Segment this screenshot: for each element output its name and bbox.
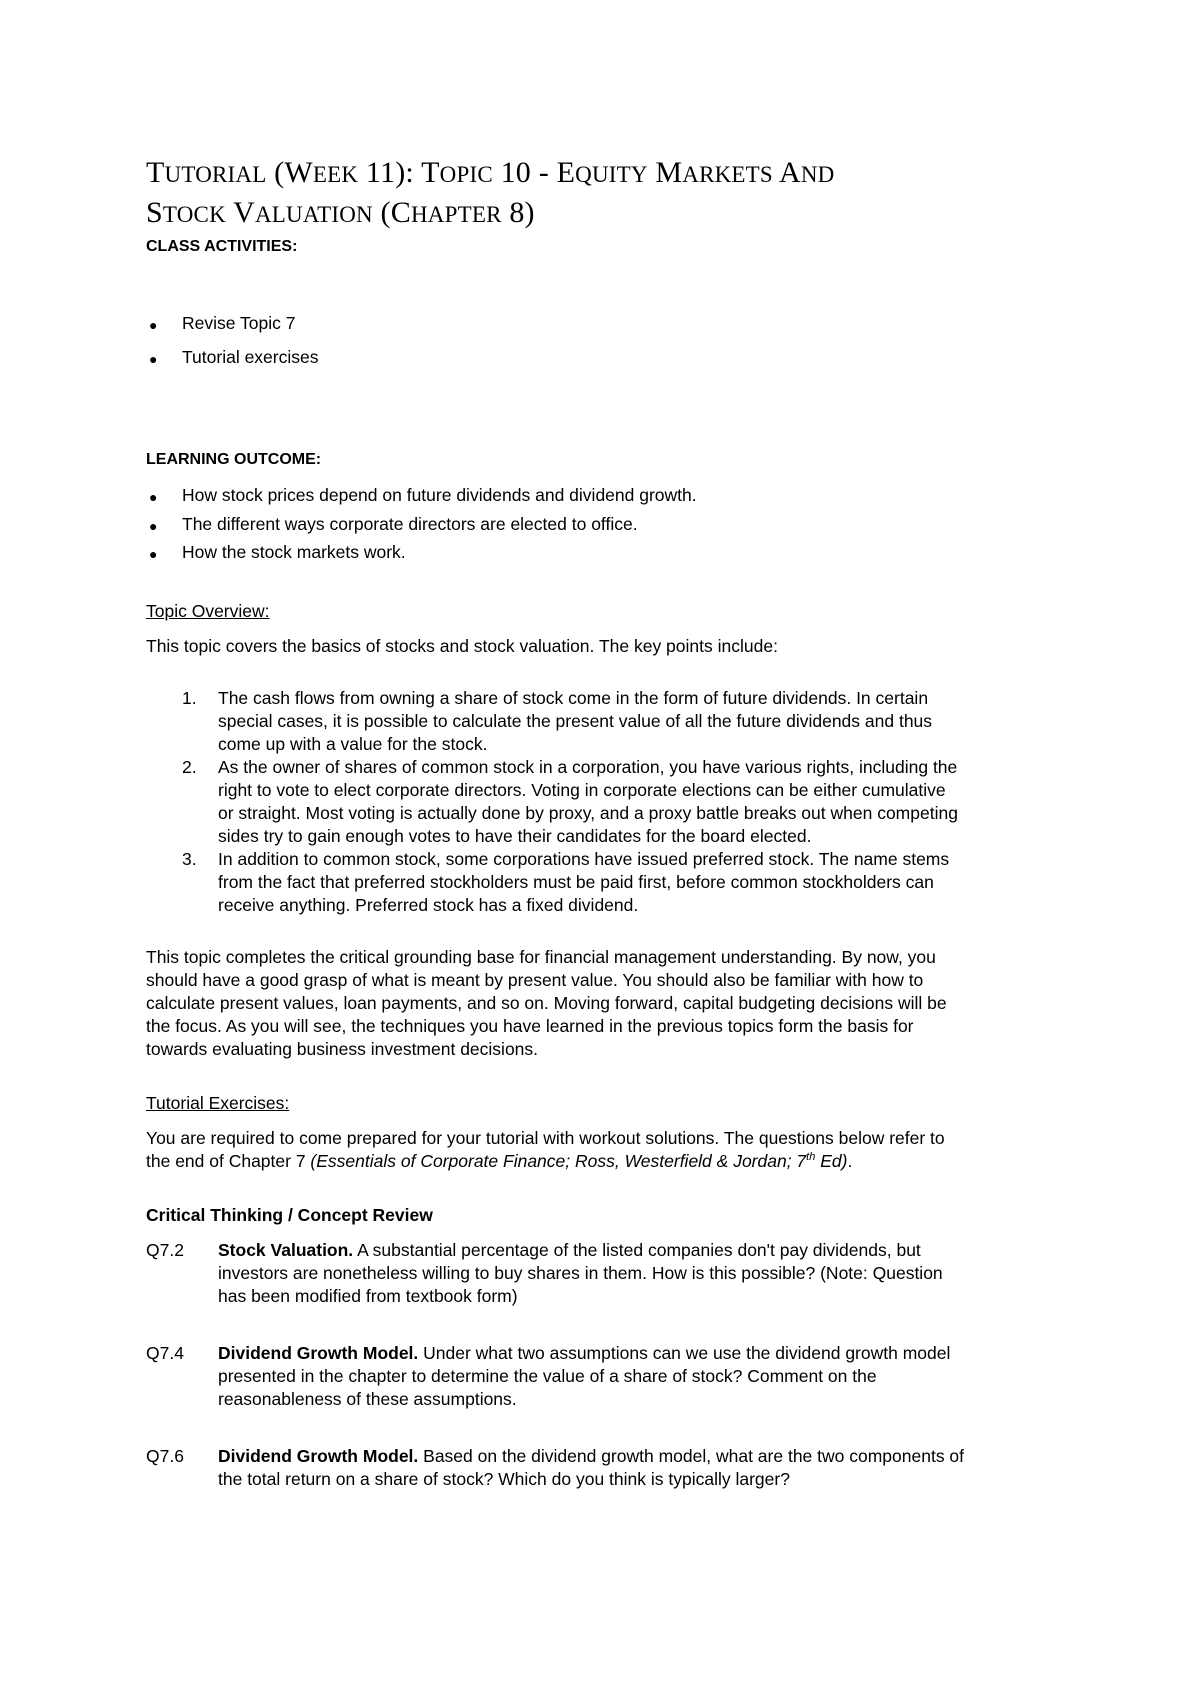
question-line [218,1240,921,1261]
point-number: 3. [182,849,197,869]
tutorial-exercises-line: You are required to come prepared for your tutorial with workout solutions. The questions below refer to [146,1128,945,1148]
point-line: As the owner of shares of common stock in a corporation, you have various rights, including the [218,757,958,777]
question-title: Dividend Growth Model. [218,1343,419,1363]
question-line: presented in the chapter to determine the value of a share of stock? Comment on the [218,1366,877,1386]
question-title: Stock Valuation. [218,1240,354,1260]
point-line: sides try to gain enough votes to have their candidates for the board elected. [218,826,812,846]
question-text: Under what two assumptions can we use the dividend growth model [418,1343,951,1363]
reference-suffix: Ed) [815,1151,848,1171]
question-title: Dividend Growth Model. [218,1446,419,1466]
point-line: special cases, it is possible to calculate the present value of all the future dividends and thus [218,711,933,731]
document-title-line-1 [146,156,834,190]
topic-overview-intro: This topic covers the basics of stocks and stock valuation. The key points include: [146,636,778,656]
closing-paragraph-line: calculate present values, loan payments, and so on. Moving forward, capital budgeting decisions will be [146,993,947,1013]
bullet-icon: ● [149,489,158,505]
question-line [218,1343,950,1364]
question-text: Based on the dividend growth model, what are the two components of [418,1446,965,1466]
closing-paragraph-line: This topic completes the critical grounding base for financial management understanding. By now, you [146,947,936,967]
learning-outcome-item: How stock prices depend on future dividends and dividend growth. [182,485,697,505]
title-line-2-text: STOCK VALUATION (CHAPTER 8) [146,196,535,229]
class-activity-item: Tutorial exercises [182,347,319,367]
document-title-line-2 [146,196,535,230]
tutorial-exercises-heading: Tutorial Exercises: [146,1093,290,1113]
point-line: right to vote to elect corporate directors. Voting in corporate elections can be either cumulative [218,780,946,800]
class-activity-item: Revise Topic 7 [182,313,296,333]
point-number: 2. [182,757,197,777]
question-id: Q7.4 [146,1343,184,1363]
bullet-icon: ● [149,317,158,333]
point-line: come up with a value for the stock. [218,734,488,754]
reference-text: (Essentials of Corporate Finance; Ross, Westerfield & Jordan; 7 [310,1151,807,1171]
topic-overview-heading: Topic Overview: [146,601,270,621]
learning-outcome-item: The different ways corporate directors are elected to office. [182,514,638,534]
tutorial-exercises-line [146,1151,852,1172]
question-line: investors are nonetheless willing to buy shares in them. How is this possible? (Note: Question [218,1263,943,1283]
line-end: . [847,1151,853,1171]
point-line: The cash flows from owning a share of stock come in the form of future dividends. In certain [218,688,929,708]
question-line: reasonableness of these assumptions. [218,1389,517,1409]
learning-outcome-heading: LEARNING OUTCOME: [146,451,322,468]
learning-outcome-item: How the stock markets work. [182,542,406,562]
point-line: or straight. Most voting is actually done by proxy, and a proxy battle breaks out when competing [218,803,958,823]
textbook-reference [310,1151,847,1171]
line-text: the end of Chapter 7 [146,1151,311,1171]
closing-paragraph-line: towards evaluating business investment decisions. [146,1039,539,1059]
class-activities-heading: CLASS ACTIVITIES: [146,238,298,255]
critical-thinking-heading: Critical Thinking / Concept Review [146,1205,433,1225]
question-text: A substantial percentage of the listed companies don't pay dividends, but [353,1240,921,1260]
question-line: the total return on a share of stock? Which do you think is typically larger? [218,1469,790,1489]
question-id: Q7.2 [146,1240,184,1260]
bullet-icon: ● [149,351,158,367]
title-line-1-text: TUTORIAL (WEEK 11): TOPIC 10 - EQUITY MARKETS AND [146,156,835,189]
closing-paragraph-line: should have a good grasp of what is meant by present value. You should also be familiar with how to [146,970,924,990]
point-number: 1. [182,688,197,708]
bullet-icon: ● [149,546,158,562]
question-line [218,1446,964,1467]
point-line: receive anything. Preferred stock has a fixed dividend. [218,895,639,915]
point-line: from the fact that preferred stockholders must be paid first, before common stockholders can [218,872,934,892]
question-id: Q7.6 [146,1446,184,1466]
point-line: In addition to common stock, some corporations have issued preferred stock. The name stems [218,849,950,869]
question-line: has been modified from textbook form) [218,1286,518,1306]
edition-superscript: th [806,1151,816,1164]
closing-paragraph-line: the focus. As you will see, the techniques you have learned in the previous topics form the basis for [146,1016,914,1036]
bullet-icon: ● [149,518,158,534]
